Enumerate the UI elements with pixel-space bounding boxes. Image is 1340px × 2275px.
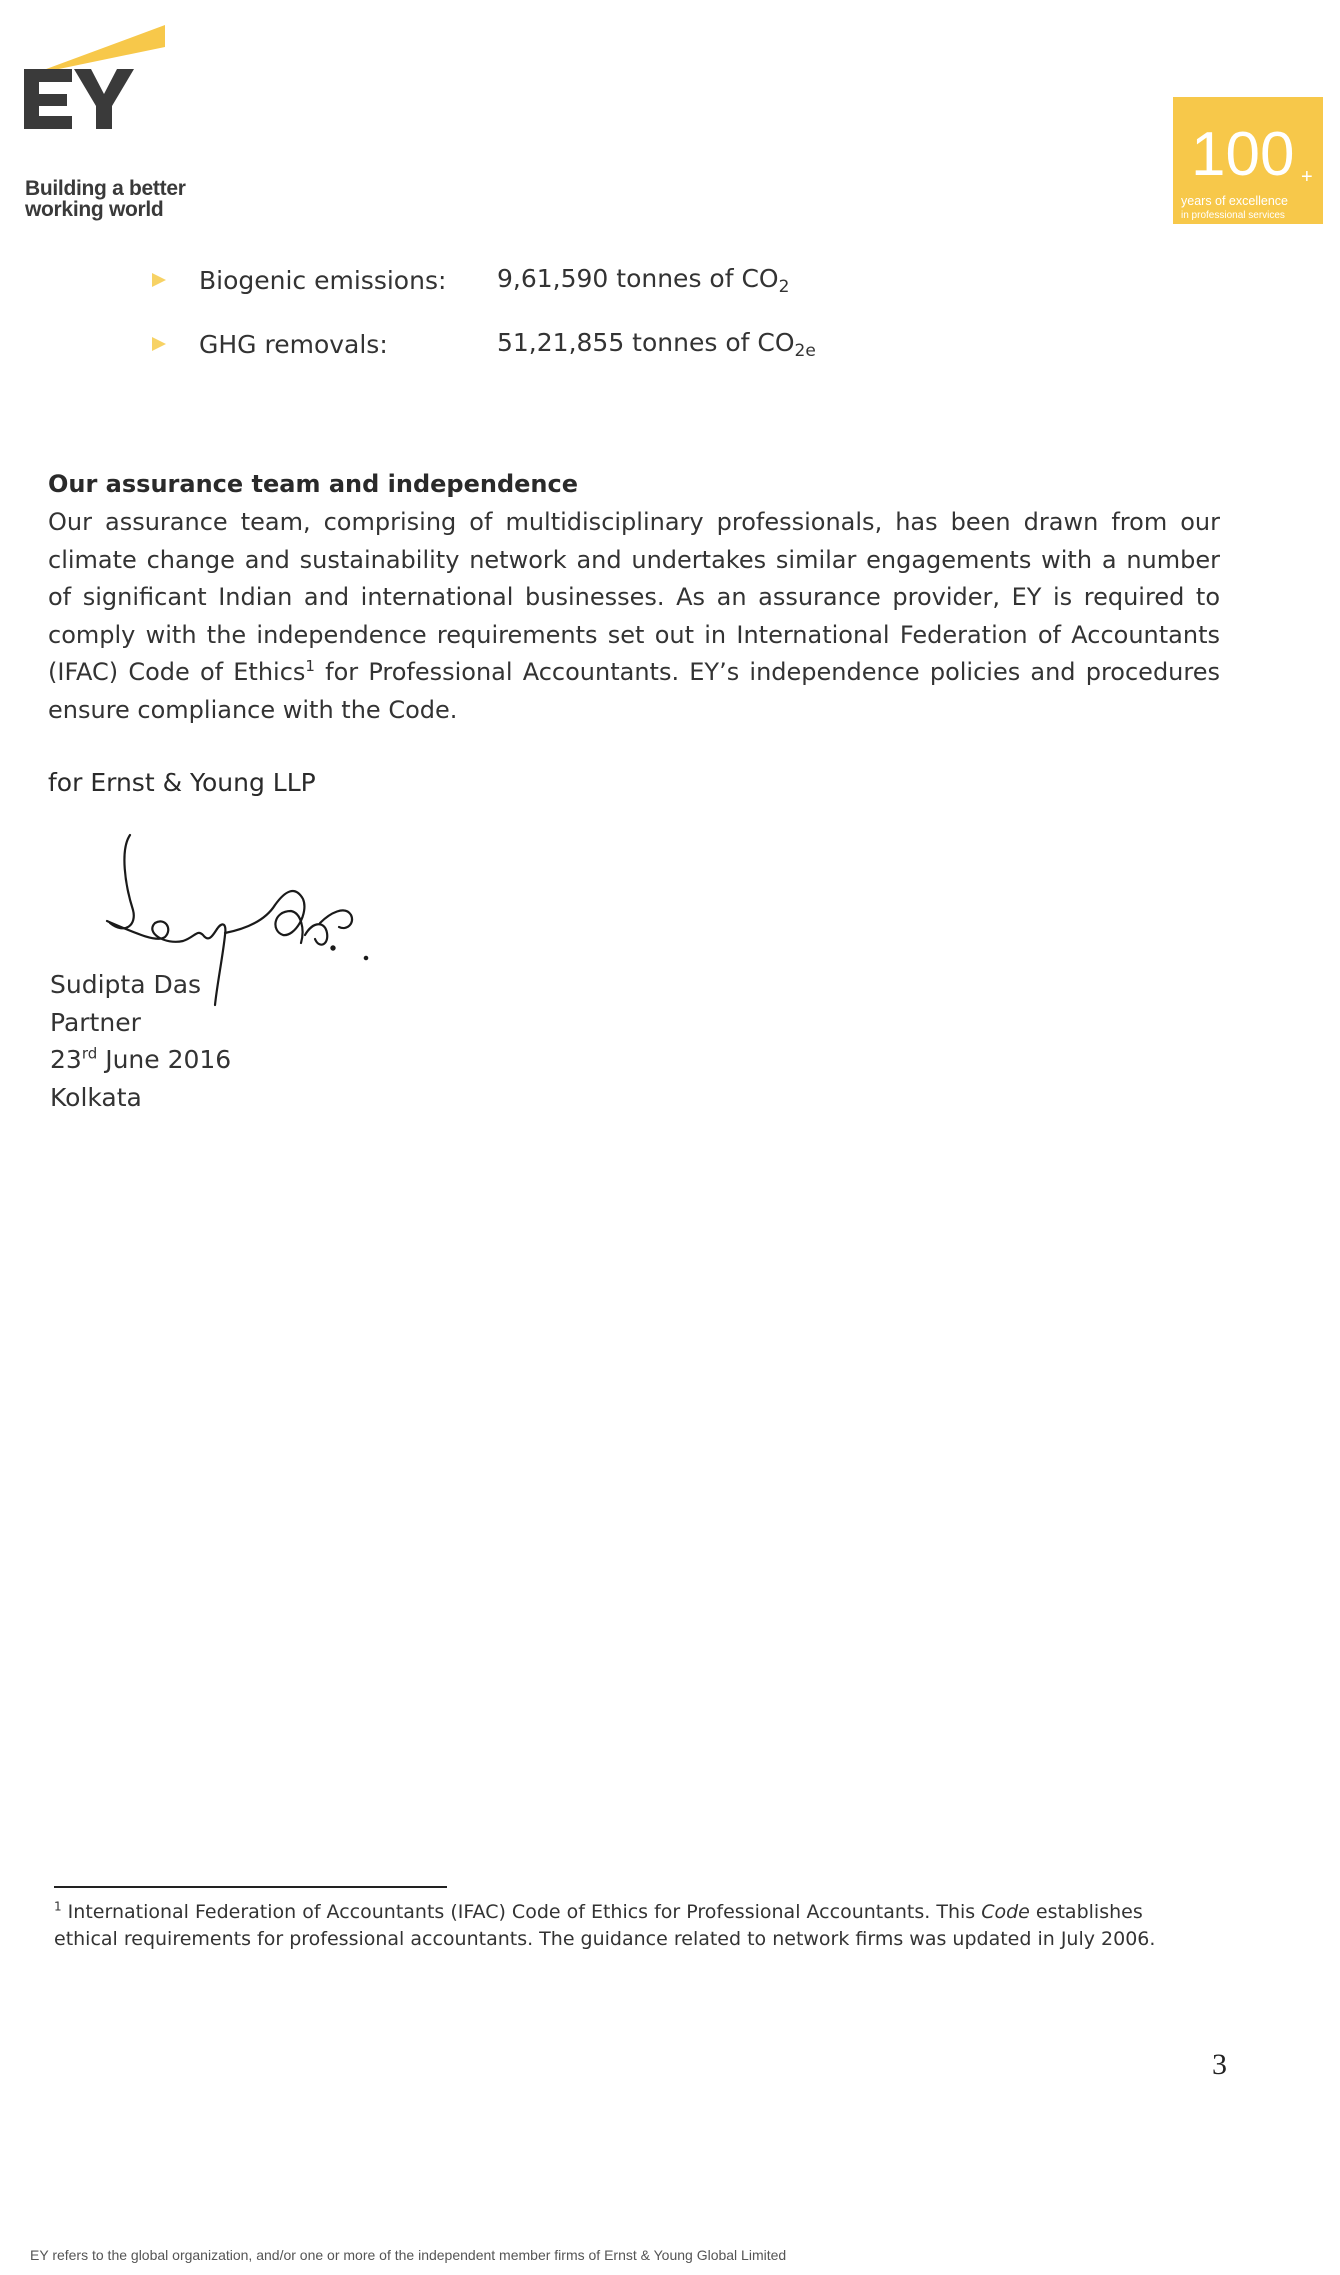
footer-disclaimer: EY refers to the global organization, and/or one or more of the independent member firms of Ernst & Young Global Limited [30,2247,787,2263]
signatory-name: Sudipta Das [50,970,202,999]
footnote [54,1899,1214,1953]
paragraph-line: (IFAC) Code of Ethics$^1$ for Professional Accountants. EY’s independence policies and procedures [48,657,1220,686]
bullet-ghg-removals [152,327,816,361]
bullet-arrow-icon [152,337,166,351]
bullet-value: 9,61,590 tonnes of $CO_2$ [497,263,790,297]
signing-city: Kolkata [50,1082,142,1112]
tagline [25,178,186,220]
bullet-unit-subscript: 2 [778,276,790,297]
paragraph-line: of significant Indian and international businesses. As an assurance provider, EY is required to [48,583,1220,611]
bullet-label: Biogenic emissions: [199,265,447,295]
firm-signoff: for Ernst & Young LLP [48,768,316,797]
signatory-title: Partner [50,1007,141,1037]
section-heading: Our assurance team and independence [48,470,578,498]
page-number: 3 [1212,2048,1227,2081]
bullet-unit-subscript: 2e [794,340,816,361]
footnote-line: $^1$ International Federation of Accountants (IFAC) Code of Ethics for Professional Accountants. This Code establishes [54,1899,1143,1923]
signing-date: 23rd June 2016 [50,1044,232,1074]
paragraph-line: climate change and sustainability network and undertakes similar engagements with a number [48,545,1220,574]
centenary-badge [1173,97,1323,224]
bullet-value: 51,21,855 tonnes of $CO_{2e}$ [497,327,816,361]
badge-line-2: in professional services [1181,210,1285,221]
bullet-biogenic-emissions [152,263,789,297]
paragraph-line: ensure compliance with the Code. [48,695,458,724]
badge-plus: + [1301,166,1313,188]
paragraph-line: Our assurance team, comprising of multidisciplinary professionals, has been drawn from our [48,508,1220,536]
footnote-marker: 1 [54,1899,62,1914]
footnote-line: ethical requirements for professional accountants. The guidance related to network firms was updated in July 2006. [54,1928,1156,1950]
section-paragraph [48,504,1220,729]
badge-number: 100 [1191,120,1295,189]
footnote-divider [54,1886,447,1888]
paragraph-line: comply with the independence requirements set out in International Federation of Accountants [48,620,1220,649]
ey-logo [22,25,172,130]
footnote-reference: 1 [305,657,315,675]
bullet-label: GHG removals: [199,329,388,359]
tagline-line-2: working world [25,198,164,221]
tagline-line-1: Building a better [25,177,186,200]
bullet-arrow-icon [152,273,166,287]
badge-line-1: years of excellence [1181,194,1289,208]
signatory-block [50,966,231,1116]
